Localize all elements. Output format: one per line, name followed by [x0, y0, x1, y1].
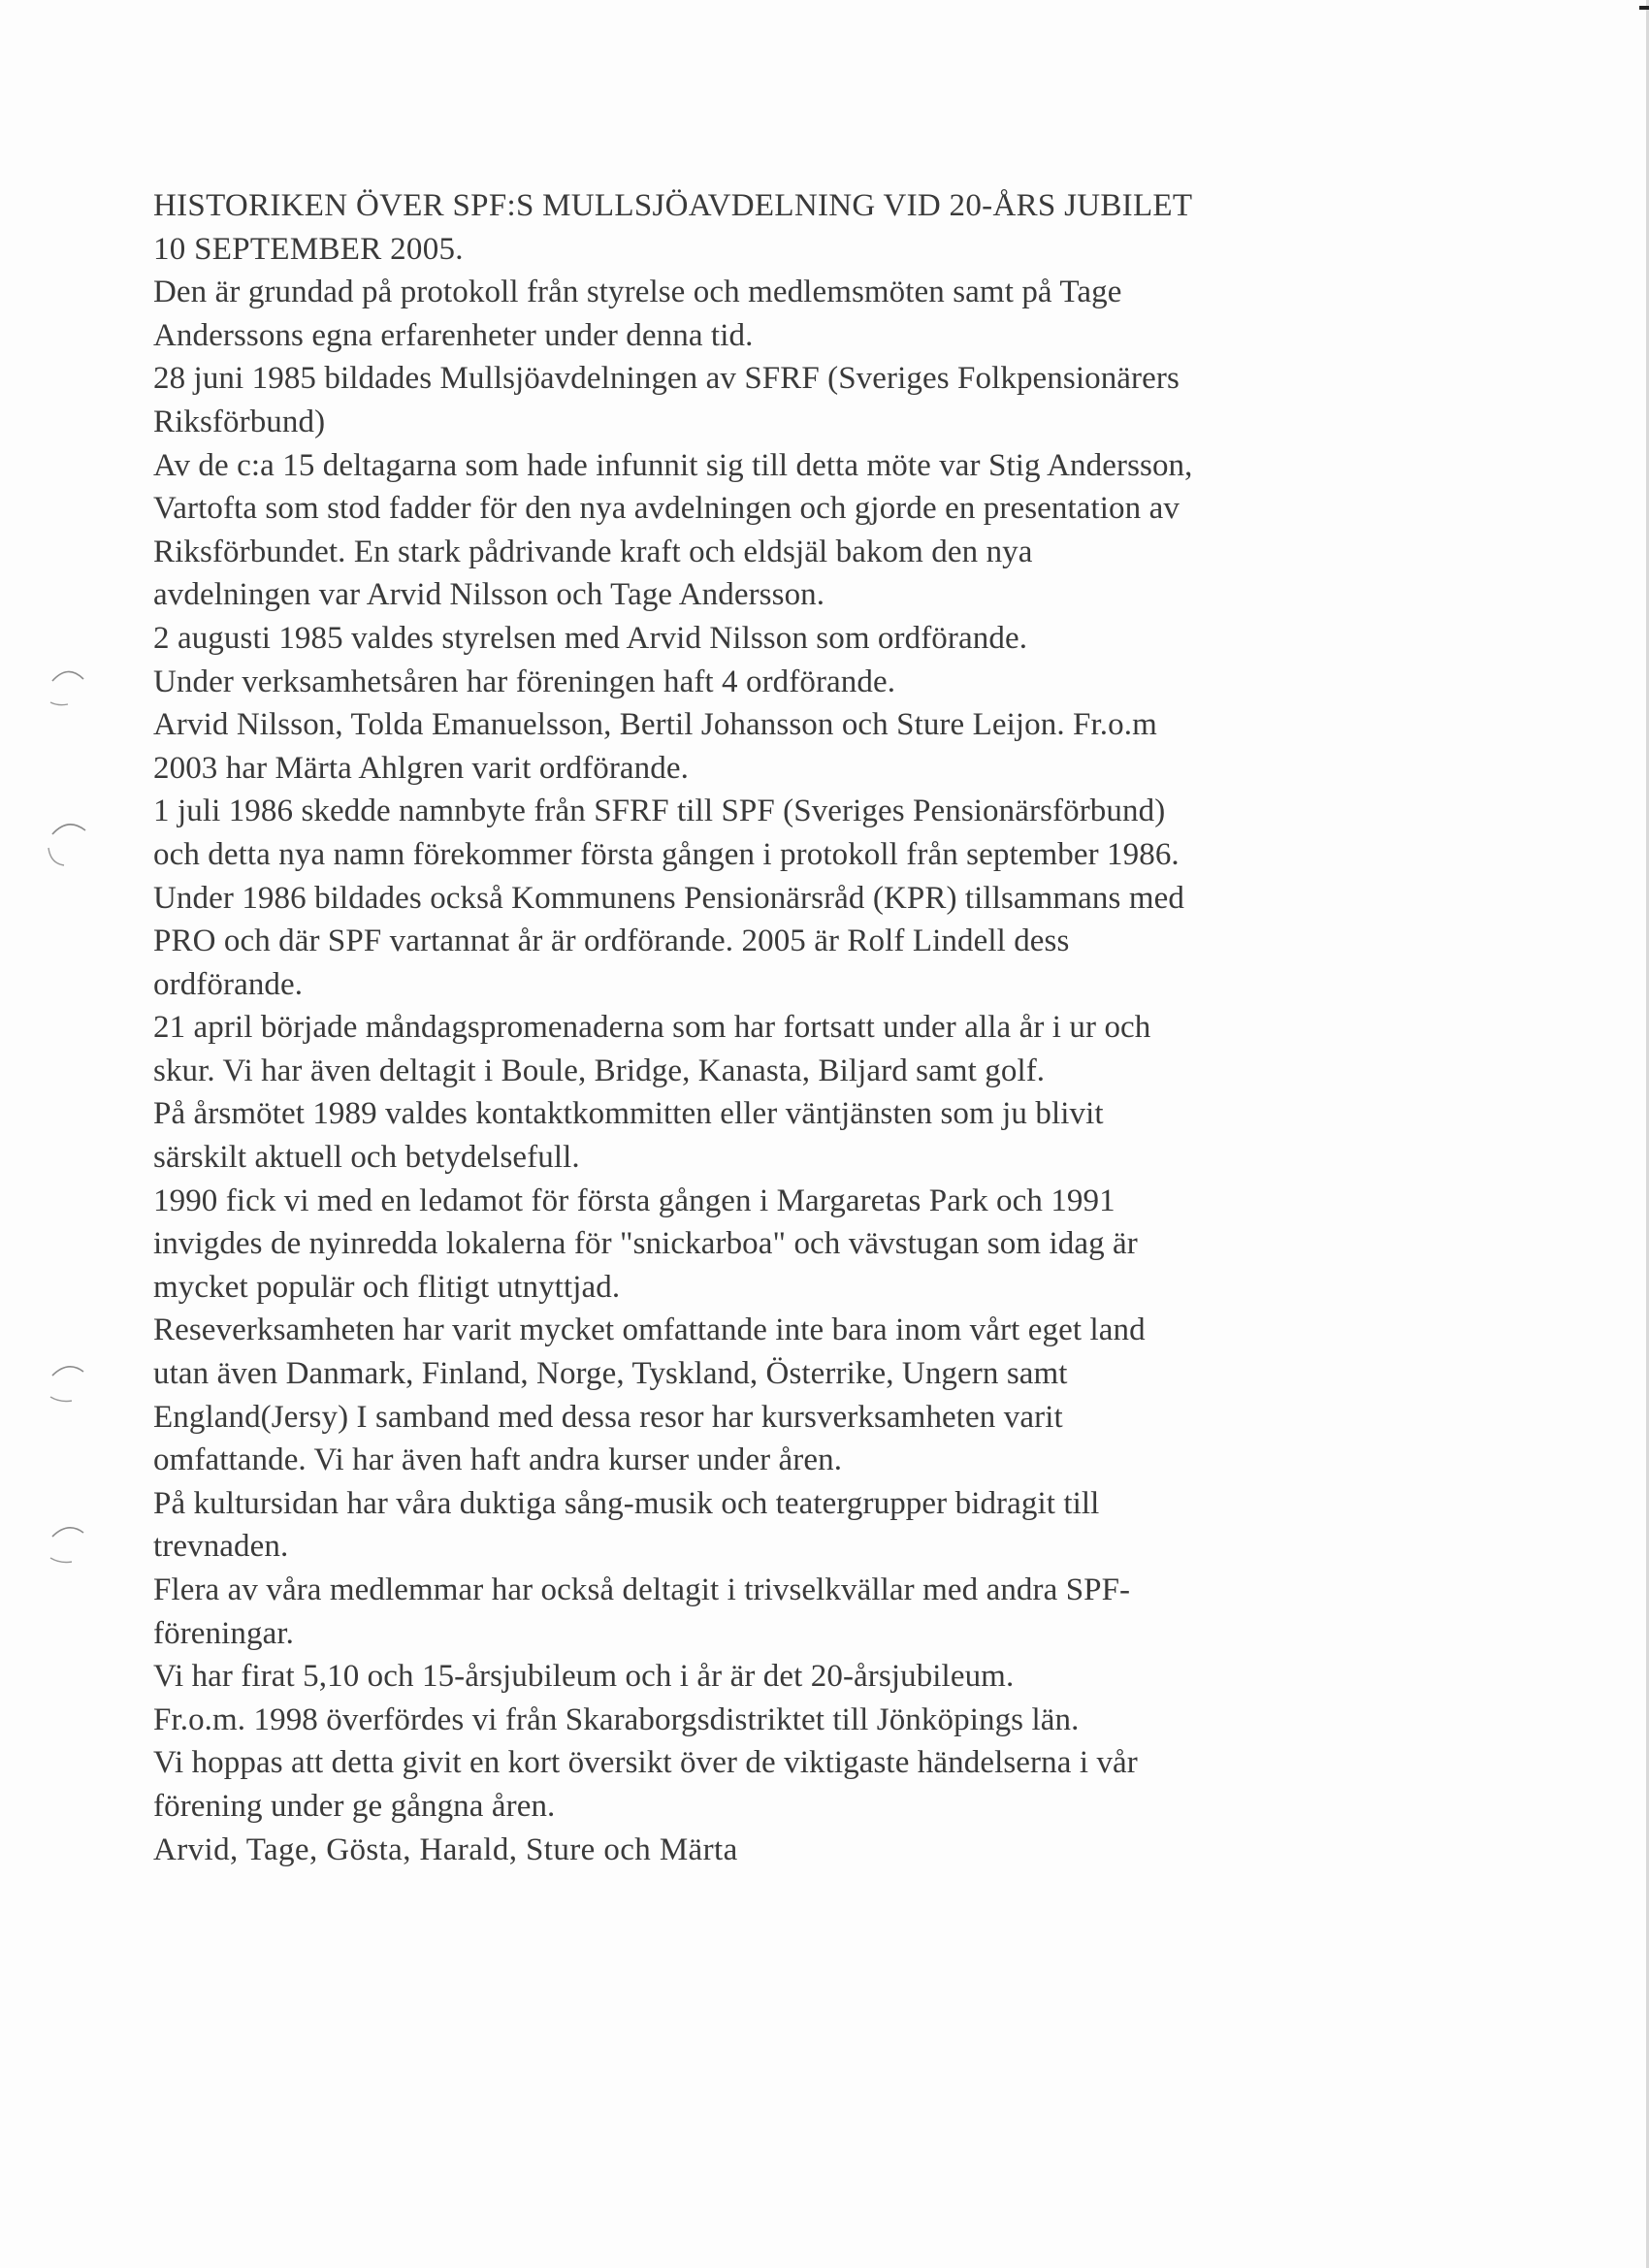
paragraph — [153, 1699, 1405, 1742]
document-body — [153, 184, 1405, 1871]
paragraph-list — [153, 271, 1405, 1828]
signature-line: Arvid, Tage, Gösta, Harald, Sture och Märta — [153, 1831, 738, 1867]
punch-hole-icon — [35, 1507, 103, 1575]
paragraph — [153, 617, 1405, 661]
text-line: Flera av våra medlemmar har också deltagit i trivselkvällar med andra SPF- — [153, 1572, 1131, 1607]
paragraph — [153, 444, 1405, 617]
text-line: omfattande. Vi har även haft andra kurser under åren. — [153, 1442, 843, 1478]
text-line: Riksförbund) — [153, 404, 326, 439]
text-line: Vartofta som stod fadder för den nya avdelningen och gjorde en presentation av — [153, 491, 1180, 527]
text-line: utan även Danmark, Finland, Norge, Tyskland, Österrike, Ungern samt — [153, 1356, 1068, 1392]
text-line: England(Jersy) I samband med dessa resor har kursverksamheten varit — [153, 1399, 1063, 1435]
paragraph — [153, 1092, 1405, 1179]
text-line: 1990 fick vi med en ledamot för första gången i Margaretas Park och 1991 — [153, 1183, 1116, 1218]
text-line: invigdes de nyinredda lokalerna för "snickarboa" och vävstugan som idag är — [153, 1226, 1138, 1262]
text-line: 1 juli 1986 skedde namnbyte från SFRF till SPF (Sveriges Pensionärsförbund) — [153, 794, 1166, 829]
text-line: förening under ge gångna åren. — [153, 1788, 556, 1824]
text-line: Anderssons egna erfarenheter under denna tid. — [153, 317, 754, 353]
text-line: Fr.o.m. 1998 överfördes vi från Skaraborgsdistriktet till Jönköpings län. — [153, 1701, 1080, 1737]
text-line: och detta nya namn förekommer första gången i protokoll från september 1986. — [153, 836, 1180, 872]
scan-mark — [1639, 6, 1649, 10]
paragraph — [153, 1741, 1405, 1828]
text-line: 28 juni 1985 bildades Mullsjöavdelningen av SFRF (Sveriges Folkpensionärers — [153, 361, 1180, 397]
text-line: 21 april började måndagspromenaderna som har fortsatt under alla år i ur och — [153, 1010, 1151, 1046]
text-line: Under verksamhetsåren har föreningen haft 4 ordförande. — [153, 664, 896, 699]
paragraph — [153, 661, 1405, 704]
paragraph — [153, 877, 1405, 1007]
punch-hole-icon — [35, 652, 103, 720]
text-line: skur. Vi har även deltagit i Boule, Bridge, Kanasta, Biljard samt golf. — [153, 1053, 1046, 1088]
text-line: särskilt aktuell och betydelsefull. — [153, 1140, 580, 1176]
text-line: ordförande. — [153, 966, 304, 1002]
paragraph — [153, 357, 1405, 443]
text-line: Vi har firat 5,10 och 15-årsjubileum och i år är det 20-årsjubileum. — [153, 1659, 1015, 1695]
text-line: Den är grundad på protokoll från styrelse och medlemsmöten samt på Tage — [153, 275, 1122, 310]
text-line: På kultursidan har våra duktiga sång-musik och teatergrupper bidragit till — [153, 1485, 1100, 1521]
paragraph — [153, 1006, 1405, 1092]
heading-line: 10 SEPTEMBER 2005. — [153, 231, 464, 267]
text-line: 2003 har Märta Ahlgren varit ordförande. — [153, 750, 689, 786]
text-line: Reseverksamheten har varit mycket omfattande inte bara inom vårt eget land — [153, 1312, 1146, 1348]
paragraph — [153, 271, 1405, 357]
text-line: föreningar. — [153, 1615, 294, 1651]
paragraph — [153, 1482, 1405, 1569]
text-line: Arvid Nilsson, Tolda Emanuelsson, Bertil Johansson och Sture Leijon. Fr.o.m — [153, 707, 1157, 743]
text-line: Av de c:a 15 deltagarna som hade infunnit sig till detta möte var Stig Andersson, — [153, 447, 1193, 483]
punch-hole-icon — [35, 805, 103, 873]
text-line: mycket populär och flitigt utnyttjad. — [153, 1269, 621, 1305]
punch-hole-icon — [35, 1346, 103, 1414]
text-line: Riksförbundet. En stark pådrivande kraft och eldsjäl bakom den nya — [153, 534, 1033, 569]
text-line: På årsmötet 1989 valdes kontaktkommitten eller väntjänsten som ju blivit — [153, 1096, 1104, 1132]
text-line: PRO och där SPF vartannat år är ordförande. 2005 är Rolf Lindell dess — [153, 923, 1070, 959]
text-line: Under 1986 bildades också Kommunens Pensionärsråd (KPR) tillsammans med — [153, 880, 1184, 916]
text-line: Vi hoppas att detta givit en kort översikt över de viktigaste händelserna i vår — [153, 1745, 1138, 1781]
heading-line: HISTORIKEN ÖVER SPF:S MULLSJÖAVDELNING VID 20-ÅRS JUBILET — [153, 188, 1193, 223]
text-line: trevnaden. — [153, 1529, 289, 1565]
paragraph — [153, 790, 1405, 876]
paragraph — [153, 1569, 1405, 1655]
text-line: 2 augusti 1985 valdes styrelsen med Arvid Nilsson som ordförande. — [153, 620, 1028, 656]
paragraph — [153, 703, 1405, 790]
document-heading — [153, 184, 1405, 271]
paragraph — [153, 1309, 1405, 1481]
paragraph — [153, 1180, 1405, 1310]
paragraph — [153, 1655, 1405, 1699]
text-line: avdelningen var Arvid Nilsson och Tage Andersson. — [153, 577, 825, 613]
